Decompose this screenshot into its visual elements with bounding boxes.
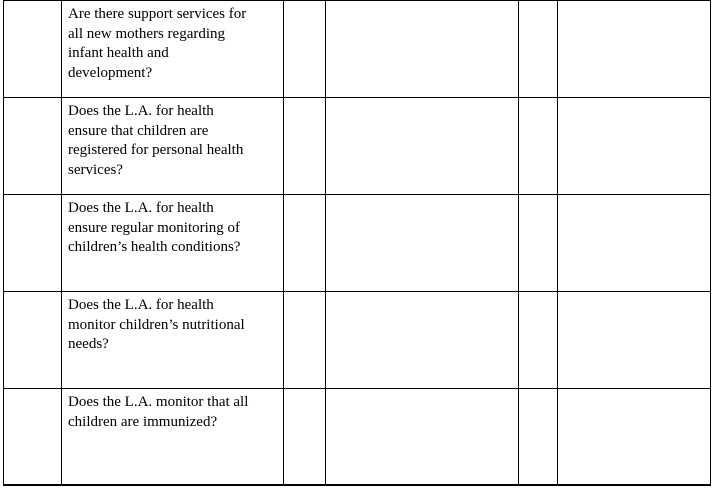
- question-cell: [62, 389, 284, 485]
- question-text: Does the L.A. for health ensure that children are registered for personal health services?: [68, 103, 244, 178]
- question-text: Does the L.A. monitor that all children are immunized?: [68, 394, 249, 430]
- question-cell: [62, 195, 284, 292]
- answer-cell[interactable]: [326, 1, 519, 98]
- table-row: [4, 389, 711, 485]
- answer-cell[interactable]: [326, 292, 519, 389]
- answer-cell[interactable]: [326, 389, 519, 485]
- answer-cell[interactable]: [558, 195, 711, 292]
- row-number-cell: [4, 389, 62, 485]
- table-row: [4, 292, 711, 389]
- question-cell: [62, 98, 284, 195]
- table-row: [4, 1, 711, 98]
- question-cell: [62, 292, 284, 389]
- answer-cell[interactable]: [519, 195, 558, 292]
- answer-cell[interactable]: [558, 1, 711, 98]
- answer-cell[interactable]: [519, 1, 558, 98]
- question-text: Does the L.A. for health monitor children’s nutritional needs?: [68, 297, 245, 352]
- answer-cell[interactable]: [558, 98, 711, 195]
- row-number-cell: [4, 1, 62, 98]
- table-row: [4, 98, 711, 195]
- answer-cell[interactable]: [284, 389, 326, 485]
- answer-cell[interactable]: [284, 1, 326, 98]
- answer-cell[interactable]: [284, 98, 326, 195]
- row-number-cell: [4, 292, 62, 389]
- answer-cell[interactable]: [558, 389, 711, 485]
- answer-cell[interactable]: [519, 292, 558, 389]
- table-row: [4, 195, 711, 292]
- row-number-cell: [4, 195, 62, 292]
- answer-cell[interactable]: [326, 195, 519, 292]
- answer-cell[interactable]: [519, 98, 558, 195]
- questionnaire-table: [3, 0, 711, 486]
- question-text: Does the L.A. for health ensure regular monitoring of children’s health conditions?: [68, 200, 241, 255]
- answer-cell[interactable]: [558, 292, 711, 389]
- answer-cell[interactable]: [519, 389, 558, 485]
- question-cell: [62, 1, 284, 98]
- answer-cell[interactable]: [284, 292, 326, 389]
- answer-cell[interactable]: [284, 195, 326, 292]
- row-number-cell: [4, 98, 62, 195]
- answer-cell[interactable]: [326, 98, 519, 195]
- question-text: Are there support services for all new mothers regarding infant health and development?: [68, 6, 247, 81]
